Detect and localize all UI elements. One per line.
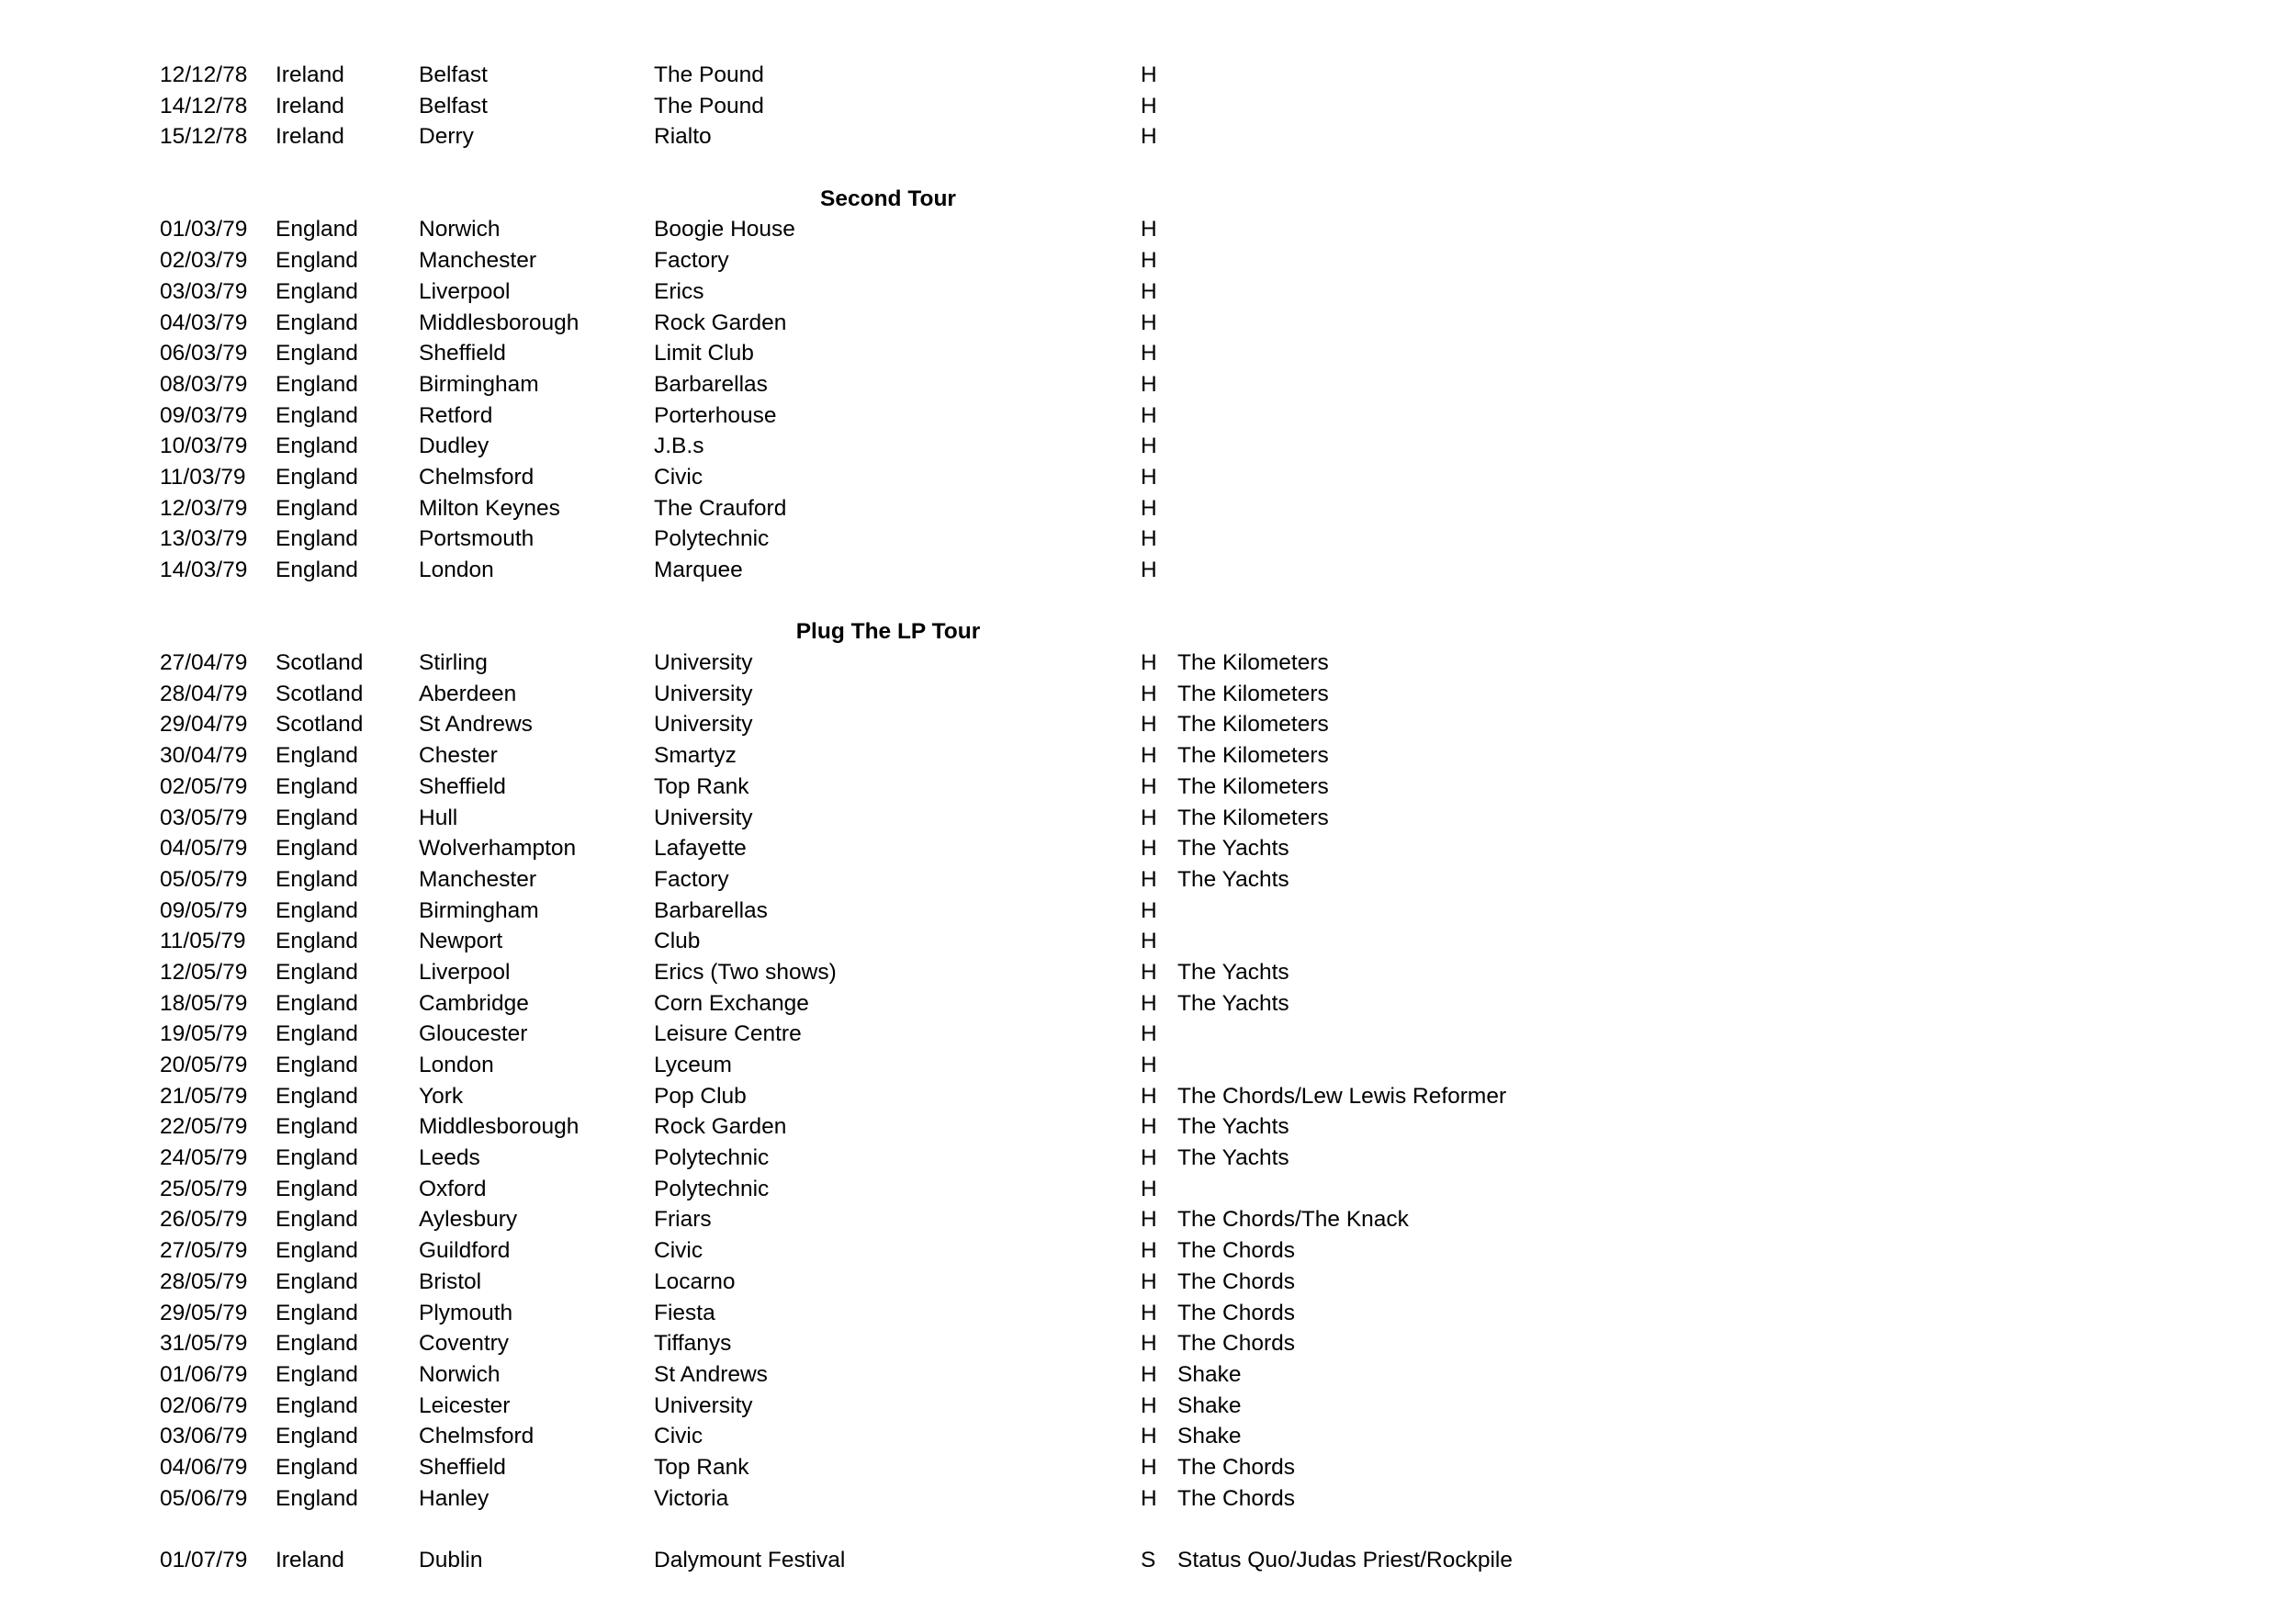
gig-country: England <box>276 526 358 552</box>
gig-country: England <box>276 1083 358 1109</box>
table-row <box>160 772 1583 803</box>
gig-city: Chelmsford <box>419 1424 535 1449</box>
gig-city: Newport <box>419 929 503 954</box>
gig-type: H <box>1141 1114 1157 1140</box>
gig-venue: Polytechnic <box>654 526 770 552</box>
gig-type: H <box>1141 93 1157 118</box>
gig-country: England <box>276 836 358 862</box>
gig-type: H <box>1141 434 1157 459</box>
gig-support-acts: The Kilometers <box>1177 681 1329 706</box>
table-row <box>160 214 1583 245</box>
table-row <box>160 740 1583 772</box>
tour-section-title: Second Tour <box>820 186 956 211</box>
gig-city: Stirling <box>419 650 488 676</box>
table-row <box>160 957 1583 988</box>
gig-type: H <box>1141 310 1157 335</box>
table-row <box>160 1235 1583 1267</box>
gig-date: 28/04/79 <box>160 681 248 706</box>
gig-city: Belfast <box>419 62 488 87</box>
gig-city: Oxford <box>419 1176 487 1201</box>
gig-country: England <box>276 434 358 459</box>
gig-city: Sheffield <box>419 341 506 366</box>
gig-country: England <box>276 1021 358 1047</box>
table-row <box>160 338 1583 369</box>
tour-dates-sheet <box>160 60 1583 1576</box>
gig-city: Aylesbury <box>419 1207 518 1233</box>
table-row <box>160 245 1583 276</box>
table-row <box>160 648 1583 679</box>
gig-support-acts: The Yachts <box>1177 1114 1289 1140</box>
gig-date: 05/06/79 <box>160 1485 248 1511</box>
gig-support-acts: The Kilometers <box>1177 650 1329 676</box>
gig-type: H <box>1141 62 1157 87</box>
gig-date: 06/03/79 <box>160 341 248 366</box>
gig-support-acts: The Yachts <box>1177 959 1289 985</box>
gig-venue: Factory <box>654 248 729 274</box>
gig-venue: Barbarellas <box>654 371 768 397</box>
gig-date: 12/03/79 <box>160 495 248 521</box>
gig-country: England <box>276 1424 358 1449</box>
gig-venue: Corn Exchange <box>654 990 809 1016</box>
gig-country: England <box>276 310 358 335</box>
table-row <box>160 988 1583 1020</box>
gig-date: 12/12/78 <box>160 62 248 87</box>
gig-support-acts: Shake <box>1177 1392 1242 1418</box>
gig-country: England <box>276 990 358 1016</box>
gig-country: England <box>276 959 358 985</box>
gig-venue: Civic <box>654 1424 703 1449</box>
gig-city: Leeds <box>419 1145 480 1171</box>
gig-city: Portsmouth <box>419 526 535 552</box>
gig-city: York <box>419 1083 464 1109</box>
gig-date: 11/03/79 <box>160 464 246 490</box>
gig-country: England <box>276 1207 358 1233</box>
gig-venue: Rock Garden <box>654 1114 787 1140</box>
gig-date: 18/05/79 <box>160 990 248 1016</box>
gig-city: Gloucester <box>419 1021 528 1047</box>
gig-city: Leicester <box>419 1392 511 1418</box>
gig-country: England <box>276 773 358 799</box>
gig-type: H <box>1141 558 1157 582</box>
table-row <box>160 709 1583 740</box>
gig-venue: Barbarellas <box>654 897 768 923</box>
gig-venue: Boogie House <box>654 217 795 242</box>
gig-country: England <box>276 743 358 769</box>
gig-date: 21/05/79 <box>160 1083 248 1109</box>
gig-type: H <box>1141 1238 1157 1264</box>
gig-type: H <box>1141 1268 1157 1294</box>
gig-support-acts: Status Quo/Judas Priest/Rockpile <box>1177 1548 1513 1572</box>
gig-city: Liverpool <box>419 278 511 304</box>
gig-country: England <box>276 558 358 582</box>
gig-city: Guildford <box>419 1238 511 1264</box>
gig-country: England <box>276 1114 358 1140</box>
gig-date: 01/06/79 <box>160 1361 248 1387</box>
table-row <box>160 493 1583 524</box>
gig-country: England <box>276 1176 358 1201</box>
table-row <box>160 1483 1583 1515</box>
table-row <box>160 369 1583 400</box>
table-row <box>160 679 1583 710</box>
gig-city: Sheffield <box>419 773 506 799</box>
gig-country: England <box>276 464 358 490</box>
gig-date: 10/03/79 <box>160 434 248 459</box>
gig-venue: The Pound <box>654 62 764 87</box>
table-row <box>160 896 1583 927</box>
gig-city: Norwich <box>419 217 501 242</box>
gig-country: England <box>276 1268 358 1294</box>
gig-venue: Rock Garden <box>654 310 787 335</box>
gig-type: H <box>1141 248 1157 274</box>
gig-city: Manchester <box>419 866 537 892</box>
table-row <box>160 462 1583 493</box>
gig-city: Belfast <box>419 93 488 118</box>
gig-support-acts: The Chords <box>1177 1454 1296 1480</box>
gig-type: H <box>1141 1083 1157 1109</box>
gig-city: Dublin <box>419 1548 483 1572</box>
gig-country: England <box>276 929 358 954</box>
gig-venue: University <box>654 681 753 706</box>
gig-date: 13/03/79 <box>160 526 248 552</box>
gig-venue: Friars <box>654 1207 712 1233</box>
gig-date: 29/05/79 <box>160 1300 248 1325</box>
gig-date: 30/04/79 <box>160 743 248 769</box>
table-row <box>160 1050 1583 1081</box>
gig-venue: The Pound <box>654 93 764 118</box>
gig-country: England <box>276 1454 358 1480</box>
gig-date: 09/05/79 <box>160 897 248 923</box>
gig-type: H <box>1141 464 1157 490</box>
gig-date: 08/03/79 <box>160 371 248 397</box>
gig-date: 01/03/79 <box>160 217 248 242</box>
gig-venue: J.B.s <box>654 434 704 459</box>
gig-type: H <box>1141 1053 1157 1077</box>
gig-type: H <box>1141 1392 1157 1418</box>
gig-city: Birmingham <box>419 897 539 923</box>
tour-section-heading <box>160 616 1583 648</box>
gig-date: 24/05/79 <box>160 1145 248 1171</box>
gig-city: Sheffield <box>419 1454 506 1480</box>
gig-city: Bristol <box>419 1268 482 1294</box>
table-row <box>160 1267 1583 1298</box>
gig-venue: The Crauford <box>654 495 787 521</box>
table-row <box>160 60 1583 91</box>
gig-date: 27/04/79 <box>160 650 248 676</box>
gig-country: England <box>276 1300 358 1325</box>
gig-city: Middlesborough <box>419 1114 580 1140</box>
gig-venue: Locarno <box>654 1268 736 1294</box>
gig-date: 25/05/79 <box>160 1176 248 1201</box>
gig-country: Ireland <box>276 124 344 150</box>
gig-venue: Civic <box>654 1238 703 1264</box>
gig-date: 14/12/78 <box>160 93 248 118</box>
table-row <box>160 308 1583 339</box>
gig-venue: Victoria <box>654 1485 729 1511</box>
gig-date: 03/05/79 <box>160 805 248 830</box>
gig-city: Retford <box>419 402 493 428</box>
gig-support-acts: The Kilometers <box>1177 773 1329 799</box>
gig-type: H <box>1141 650 1157 676</box>
gig-date: 03/06/79 <box>160 1424 248 1449</box>
gig-type: H <box>1141 1331 1157 1357</box>
gig-city: Hull <box>419 805 458 830</box>
gig-city: Dudley <box>419 434 490 459</box>
table-row <box>160 1298 1583 1329</box>
gig-date: 05/05/79 <box>160 866 248 892</box>
gig-city: Aberdeen <box>419 681 517 706</box>
gig-city: London <box>419 558 494 582</box>
table-row <box>160 1421 1583 1452</box>
gig-venue: Factory <box>654 866 729 892</box>
gig-country: England <box>276 341 358 366</box>
gig-support-acts: The Chords/Lew Lewis Reformer <box>1177 1083 1507 1109</box>
gig-city: Milton Keynes <box>419 495 560 521</box>
table-row <box>160 1359 1583 1391</box>
gig-support-acts: The Chords <box>1177 1300 1296 1325</box>
gig-country: Ireland <box>276 62 344 87</box>
gig-type: H <box>1141 341 1157 366</box>
gig-country: England <box>276 217 358 242</box>
gig-country: England <box>276 1392 358 1418</box>
section-spacer <box>160 1514 1583 1545</box>
table-row <box>160 276 1583 308</box>
gig-venue: Leisure Centre <box>654 1021 802 1047</box>
table-row <box>160 400 1583 432</box>
gig-support-acts: The Chords <box>1177 1331 1296 1357</box>
gig-type: H <box>1141 743 1157 769</box>
gig-venue: University <box>654 650 753 676</box>
table-row <box>160 121 1583 152</box>
tour-section-heading <box>160 184 1583 215</box>
gig-country: England <box>276 402 358 428</box>
gig-venue: Erics <box>654 278 704 304</box>
gig-city: Manchester <box>419 248 537 274</box>
gig-venue: Club <box>654 929 701 954</box>
gig-country: Scotland <box>276 650 364 676</box>
gig-city: Wolverhampton <box>419 836 577 862</box>
gig-type: H <box>1141 371 1157 397</box>
gig-type: H <box>1141 1485 1157 1511</box>
gig-city: Coventry <box>419 1331 510 1357</box>
gig-date: 02/03/79 <box>160 248 248 274</box>
gig-date: 09/03/79 <box>160 402 248 428</box>
gig-city: Cambridge <box>419 990 529 1016</box>
gig-venue: Fiesta <box>654 1300 715 1325</box>
gig-country: Ireland <box>276 1548 344 1572</box>
gig-city: St Andrews <box>419 712 533 738</box>
table-row <box>160 864 1583 896</box>
gig-city: Liverpool <box>419 959 511 985</box>
gig-city: Plymouth <box>419 1300 513 1325</box>
gig-date: 31/05/79 <box>160 1331 248 1357</box>
gig-support-acts: The Kilometers <box>1177 805 1329 830</box>
gig-country: England <box>276 866 358 892</box>
gig-country: England <box>276 1361 358 1387</box>
gig-date: 26/05/79 <box>160 1207 248 1233</box>
table-row <box>160 1204 1583 1235</box>
gig-date: 29/04/79 <box>160 712 248 738</box>
gig-date: 28/05/79 <box>160 1268 248 1294</box>
gig-venue: Smartyz <box>654 743 737 769</box>
gig-support-acts: The Yachts <box>1177 866 1289 892</box>
gig-venue: Pop Club <box>654 1083 747 1109</box>
gig-venue: Civic <box>654 464 703 490</box>
gig-country: Ireland <box>276 93 344 118</box>
gig-date: 02/05/79 <box>160 773 248 799</box>
gig-support-acts: The Chords <box>1177 1268 1296 1294</box>
gig-type: H <box>1141 1207 1157 1233</box>
gig-venue: Lyceum <box>654 1053 732 1077</box>
table-row <box>160 1174 1583 1205</box>
gig-type: H <box>1141 805 1157 830</box>
gig-venue: University <box>654 805 753 830</box>
gig-type: S <box>1141 1548 1156 1572</box>
gig-venue: University <box>654 712 753 738</box>
gig-country: England <box>276 1053 358 1077</box>
table-row <box>160 803 1583 834</box>
tour-section-title: Plug The LP Tour <box>795 619 981 645</box>
gig-type: H <box>1141 1361 1157 1387</box>
gig-type: H <box>1141 990 1157 1016</box>
gig-type: H <box>1141 897 1157 923</box>
gig-country: England <box>276 495 358 521</box>
table-row <box>160 1391 1583 1422</box>
gig-country: England <box>276 1331 358 1357</box>
gig-country: England <box>276 1485 358 1511</box>
gig-venue: Tiffanys <box>654 1331 732 1357</box>
gig-country: Scotland <box>276 712 364 738</box>
gig-type: H <box>1141 217 1157 242</box>
gig-venue: Marquee <box>654 558 743 582</box>
gig-venue: Top Rank <box>654 1454 749 1480</box>
gig-venue: Polytechnic <box>654 1176 770 1201</box>
gig-city: Norwich <box>419 1361 501 1387</box>
gig-date: 20/05/79 <box>160 1053 248 1077</box>
table-row <box>160 1111 1583 1143</box>
gig-date: 01/07/79 <box>160 1548 248 1572</box>
gig-date: 04/06/79 <box>160 1454 248 1480</box>
gig-type: H <box>1141 836 1157 862</box>
gig-country: England <box>276 1145 358 1171</box>
gig-country: England <box>276 805 358 830</box>
table-row <box>160 1143 1583 1174</box>
gig-city: Middlesborough <box>419 310 580 335</box>
gig-date: 22/05/79 <box>160 1114 248 1140</box>
gig-city: Hanley <box>419 1485 490 1511</box>
table-row <box>160 555 1583 586</box>
gig-country: England <box>276 897 358 923</box>
gig-support-acts: The Kilometers <box>1177 712 1329 738</box>
table-row <box>160 1019 1583 1050</box>
gig-type: H <box>1141 1424 1157 1449</box>
gig-support-acts: The Yachts <box>1177 990 1289 1016</box>
gig-date: 04/05/79 <box>160 836 248 862</box>
gig-type: H <box>1141 773 1157 799</box>
gig-support-acts: The Yachts <box>1177 836 1289 862</box>
gig-type: H <box>1141 278 1157 304</box>
gig-type: H <box>1141 959 1157 985</box>
table-row <box>160 1328 1583 1359</box>
table-row <box>160 524 1583 555</box>
gig-support-acts: The Chords <box>1177 1238 1296 1264</box>
gig-support-acts: Shake <box>1177 1424 1242 1449</box>
gig-city: London <box>419 1053 494 1077</box>
table-row <box>160 1081 1583 1112</box>
gig-type: H <box>1141 526 1157 552</box>
gig-country: England <box>276 1238 358 1264</box>
gig-date: 14/03/79 <box>160 558 248 582</box>
gig-venue: Top Rank <box>654 773 749 799</box>
gig-date: 04/03/79 <box>160 310 248 335</box>
gig-city: Birmingham <box>419 371 539 397</box>
table-row <box>160 431 1583 462</box>
gig-date: 19/05/79 <box>160 1021 248 1047</box>
gig-support-acts: The Yachts <box>1177 1145 1289 1171</box>
gig-venue: University <box>654 1392 753 1418</box>
gig-support-acts: The Chords <box>1177 1485 1296 1511</box>
gig-venue: Rialto <box>654 124 712 150</box>
gig-type: H <box>1141 124 1157 150</box>
gig-type: H <box>1141 495 1157 521</box>
section-spacer <box>160 586 1583 617</box>
gig-type: H <box>1141 929 1157 954</box>
gig-type: H <box>1141 1454 1157 1480</box>
gig-venue: Limit Club <box>654 341 754 366</box>
gig-type: H <box>1141 1176 1157 1201</box>
table-row <box>160 1452 1583 1483</box>
gig-date: 15/12/78 <box>160 124 248 150</box>
gig-type: H <box>1141 1300 1157 1325</box>
gig-city: Chester <box>419 743 498 769</box>
gig-country: England <box>276 248 358 274</box>
gig-venue: St Andrews <box>654 1361 768 1387</box>
gig-country: England <box>276 371 358 397</box>
gig-type: H <box>1141 681 1157 706</box>
gig-type: H <box>1141 866 1157 892</box>
gig-venue: Porterhouse <box>654 402 777 428</box>
gig-venue: Polytechnic <box>654 1145 770 1171</box>
gig-type: H <box>1141 1145 1157 1171</box>
gig-city: Chelmsford <box>419 464 535 490</box>
gig-type: H <box>1141 402 1157 428</box>
gig-venue: Lafayette <box>654 836 747 862</box>
gig-type: H <box>1141 1021 1157 1047</box>
gig-city: Derry <box>419 124 474 150</box>
gig-date: 12/05/79 <box>160 959 248 985</box>
table-row <box>160 91 1583 122</box>
gig-date: 03/03/79 <box>160 278 248 304</box>
table-row <box>160 833 1583 864</box>
gig-support-acts: The Chords/The Knack <box>1177 1207 1409 1233</box>
table-row <box>160 1545 1583 1576</box>
gig-country: England <box>276 278 358 304</box>
gig-date: 27/05/79 <box>160 1238 248 1264</box>
section-spacer <box>160 152 1583 184</box>
gig-support-acts: Shake <box>1177 1361 1242 1387</box>
gig-date: 11/05/79 <box>160 929 246 954</box>
gig-venue: Dalymount Festival <box>654 1548 846 1572</box>
gig-support-acts: The Kilometers <box>1177 743 1329 769</box>
table-row <box>160 926 1583 957</box>
gig-date: 02/06/79 <box>160 1392 248 1418</box>
gig-type: H <box>1141 712 1157 738</box>
gig-country: Scotland <box>276 681 364 706</box>
gig-venue: Erics (Two shows) <box>654 959 837 985</box>
